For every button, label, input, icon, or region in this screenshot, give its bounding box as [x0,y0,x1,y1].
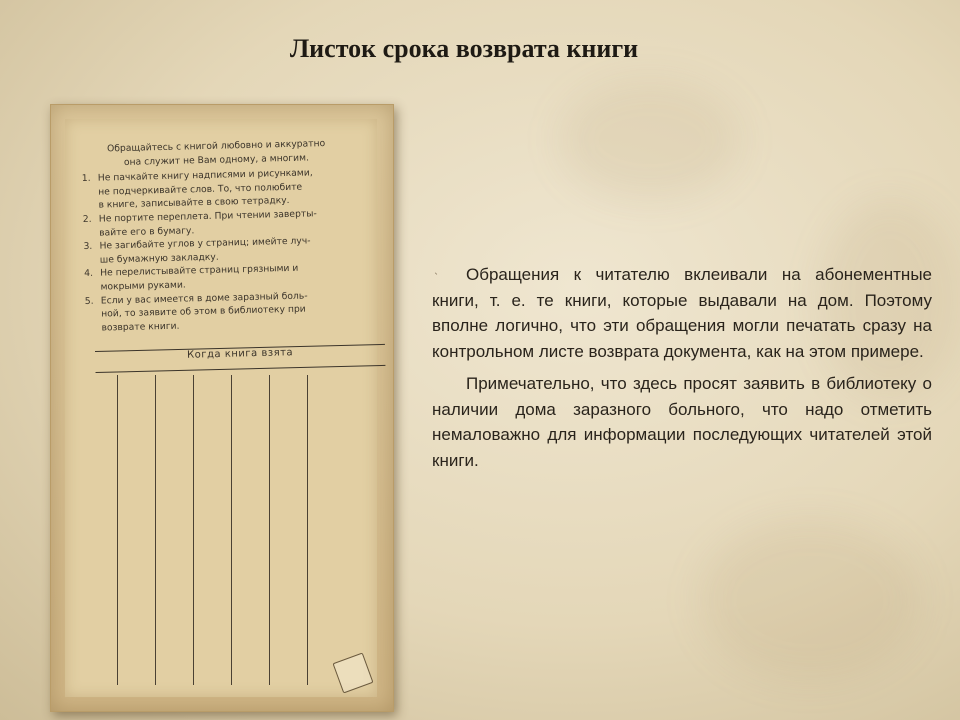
card-rule-line: Не пачкайте книгу надписями и рисунками, [97,167,313,184]
description-text [432,262,932,480]
card-rules-text [81,136,356,335]
column-divider [193,375,194,685]
card-rule-line: ше бумажную закладку. [99,251,219,266]
slide-title: Листок срока возврата книги [289,34,639,63]
card-rule-text [101,288,356,335]
card-rules-list [82,166,356,336]
card-rule-line: не подчеркивайте слов. То, что полюбите [98,181,303,198]
bullet-icon: ˎ [434,264,439,275]
return-date-card [50,104,394,712]
card-intro [81,136,352,170]
paper-stain [560,80,740,200]
card-rule-line: Не перелистывайте страниц грязными и [100,263,299,279]
column-divider [269,375,270,685]
column-divider [307,375,308,685]
card-rule-text [98,166,353,213]
description-paragraph: Примечательно, что здесь просят заявить в библиотеку о наличии дома заразного больного, что надо отметить немаловажно для информации последующих читателей этой книги. [432,374,932,470]
card-paper [65,119,377,697]
description-paragraph: Обращения к читателю вклеивали на абонементные книги, т. е. те книги, которые выдавали на дом. Поэтому вполне логично, что эти обращения могли печатать сразу на контрольном листе возврата документа, как на этом примере. [432,265,932,361]
card-rule-line: Не портите переплета. При чтении заверты- [98,208,317,225]
card-intro-line: Обращайтесь с книгой любовно и аккуратно [106,138,326,155]
card-rule-line: в книге, записывайте в свою тетрадку. [98,195,290,211]
card-rule-line: возврате книги. [101,320,180,334]
card-rule-line: вайте его в бумагу. [99,224,195,239]
card-rule-line: Не загибайте углов у страниц; имейте луч- [99,235,311,252]
card-rule-number: 3. [83,240,93,253]
card-rule-number: 2. [82,213,92,225]
taken-label: Когда книга взята [186,347,294,361]
card-rule [85,288,356,335]
taken-header [95,344,385,373]
card-intro-line: она служит не Вам одному, а многим. [123,152,310,168]
card-rule [82,166,353,213]
card-rule-number: 5. [84,295,94,307]
card-rule-number: 4. [84,268,94,280]
column-divider [155,375,156,685]
paper-stain [700,520,920,680]
card-rule-line: ной, то заявите об этом в библиотеку при [101,303,306,320]
card-rule-line: мокрыми руками. [100,279,186,293]
card-rule-number: 1. [81,172,91,185]
column-divider [117,375,118,685]
column-divider [231,375,232,685]
card-rule-line: Если у вас имеется в доме заразный боль- [100,290,308,307]
